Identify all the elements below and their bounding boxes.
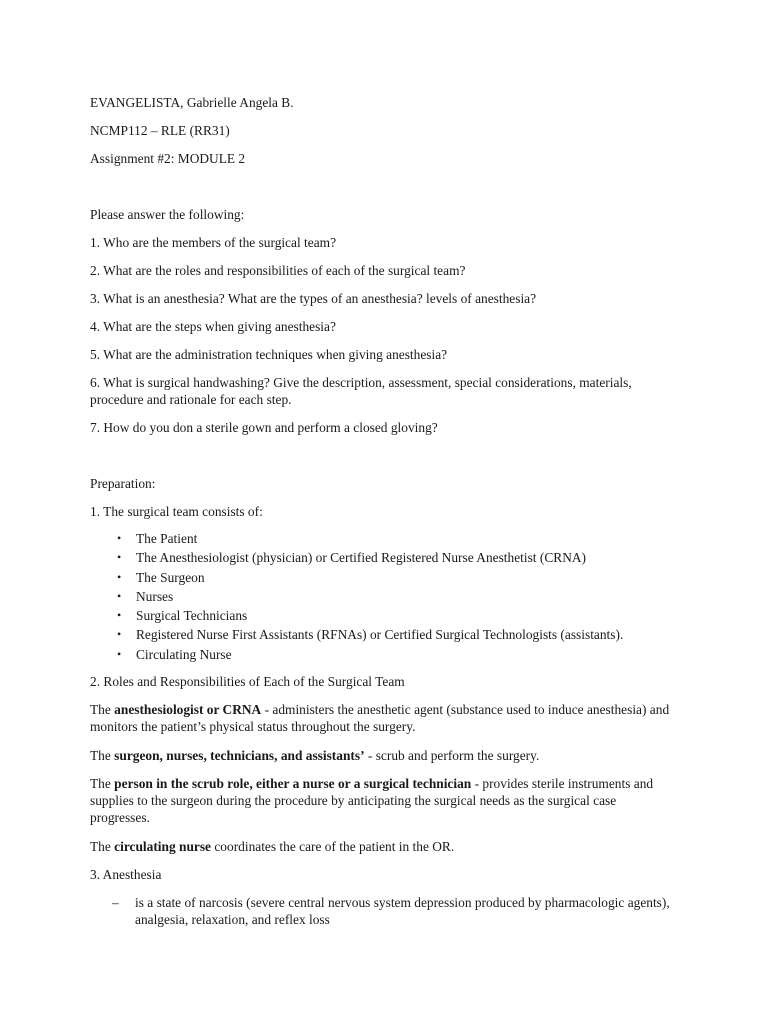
list-item: • The Anesthesiologist (physician) or Certified Registered Nurse Anesthetist (CRNA) bbox=[117, 549, 623, 568]
question-3: 3. What is an anesthesia? What are the types of an anesthesia? levels of anesthesia? bbox=[90, 291, 537, 306]
role-surgeon: The surgeon, nurses, technicians, and assistants’ - scrub and perform the surgery. bbox=[90, 748, 540, 763]
question-4: 4. What are the steps when giving anesthesia? bbox=[90, 319, 336, 334]
role-scrub: The person in the scrub role, either a nurse or a surgical technician - provides sterile instruments and supplies to the surgeon during the procedure by anticipating the surgical needs as the surgical case progresses. bbox=[90, 776, 654, 825]
preparation-heading: Preparation: bbox=[90, 476, 156, 491]
role-title: surgeon, nurses, technicians, and assistants’ bbox=[114, 748, 365, 763]
question-1: 1. Who are the members of the surgical team? bbox=[90, 235, 337, 250]
roles-heading: 2. Roles and Responsibilities of Each of the Surgical Team bbox=[90, 674, 405, 689]
anesthesia-heading: 3. Anesthesia bbox=[90, 867, 162, 882]
question-5: 5. What are the administration techniques when giving anesthesia? bbox=[90, 347, 448, 362]
assignment-title: Assignment #2: MODULE 2 bbox=[90, 151, 246, 166]
list-item: • Circulating Nurse bbox=[117, 646, 623, 665]
role-anesthesiologist: The anesthesiologist or CRNA - administers the anesthetic agent (substance used to induce anesthesia) and monitors the patient’s physical status throughout the surgery. bbox=[90, 702, 670, 734]
list-item: • The Surgeon bbox=[117, 569, 623, 588]
role-title: circulating nurse bbox=[114, 839, 212, 854]
anesthesia-definition bbox=[112, 894, 672, 928]
questions-intro: Please answer the following: bbox=[90, 207, 245, 222]
anesthesia-definition-text: is a state of narcosis (severe central nervous system depression produced by pharmacologic agents), analgesia, relaxation, and reflex loss bbox=[135, 895, 670, 927]
question-7: 7. How do you don a sterile gown and perform a closed gloving? bbox=[90, 420, 438, 435]
role-title: person in the scrub role, either a nurse or a surgical technician bbox=[114, 776, 472, 791]
course-code: NCMP112 – RLE (RR31) bbox=[90, 123, 230, 138]
question-6: 6. What is surgical handwashing? Give the description, assessment, special considerations, materials, procedure and rationale for each step. bbox=[90, 375, 632, 407]
dash-marker: – bbox=[112, 895, 119, 910]
list-item: • Registered Nurse First Assistants (RFNAs) or Certified Surgical Technologists (assistants). bbox=[117, 626, 623, 645]
team-heading: 1. The surgical team consists of: bbox=[90, 504, 263, 519]
question-2: 2. What are the roles and responsibilities of each of the surgical team? bbox=[90, 263, 466, 278]
student-name: EVANGELISTA, Gabrielle Angela B. bbox=[90, 95, 294, 110]
role-circulating: The circulating nurse coordinates the care of the patient in the OR. bbox=[90, 839, 455, 854]
role-title: anesthesiologist or CRNA bbox=[114, 702, 262, 717]
team-member-list bbox=[117, 530, 623, 665]
list-item: • The Patient bbox=[117, 530, 623, 549]
list-item: • Surgical Technicians bbox=[117, 607, 623, 626]
list-item: • Nurses bbox=[117, 588, 623, 607]
